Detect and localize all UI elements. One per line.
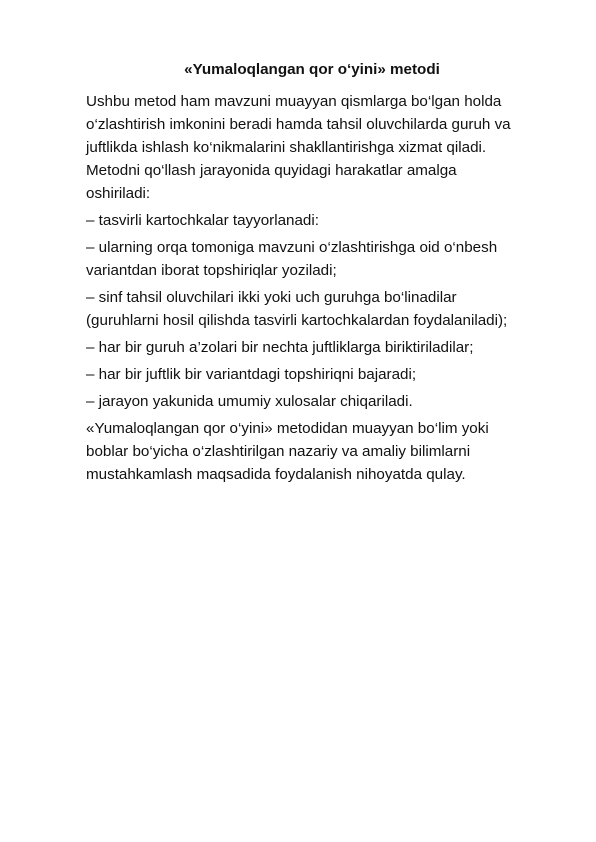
intro-paragraph: Ushbu metod ham mavzuni muayyan qismlarga bo‘lgan holda o‘zlashtirish imkonini beradi hamda tahsil oluvchilarda guruh va juftlikda ishlash ko‘nikmalarini shakllantirishga xizmat qiladi. Metodni qo‘llash jarayonida quyidagi harakatlar amalga oshiriladi: xyxy=(86,93,511,202)
document-content xyxy=(86,58,538,490)
step-form-pairs: – har bir guruh a’zolari bir nechta juftliklarga biriktiriladilar; xyxy=(86,339,474,356)
step-form-groups: – sinf tahsil oluvchilari ikki yoki uch guruhga bo‘linadilar (guruhlarni hosil qilishda tasvirli kartochkalardan foydalaniladi); xyxy=(86,289,508,329)
closing-paragraph: «Yumaloqlangan qor o‘yini» metodidan muayyan bo‘lim yoki boblar bo‘yicha o‘zlashtirilgan nazariy va amaliy bilimlarni mustahkamlash maqsadida foydalanish nihoyatda qulay. xyxy=(86,420,489,483)
step-solve-variant: – har bir juftlik bir variantdagi topshiriqni bajaradi; xyxy=(86,366,417,383)
step-prepare-cards: – tasvirli kartochkalar tayyorlanadi: xyxy=(86,212,319,229)
step-write-tasks: – ularning orqa tomoniga mavzuni o‘zlashtirishga oid o‘nbesh variantdan iborat topshiriqlar yoziladi; xyxy=(86,239,498,279)
document-title: «Yumaloqlangan qor o‘yini» metodi xyxy=(184,61,440,78)
step-conclusions: – jarayon yakunida umumiy xulosalar chiqariladi. xyxy=(86,393,413,410)
